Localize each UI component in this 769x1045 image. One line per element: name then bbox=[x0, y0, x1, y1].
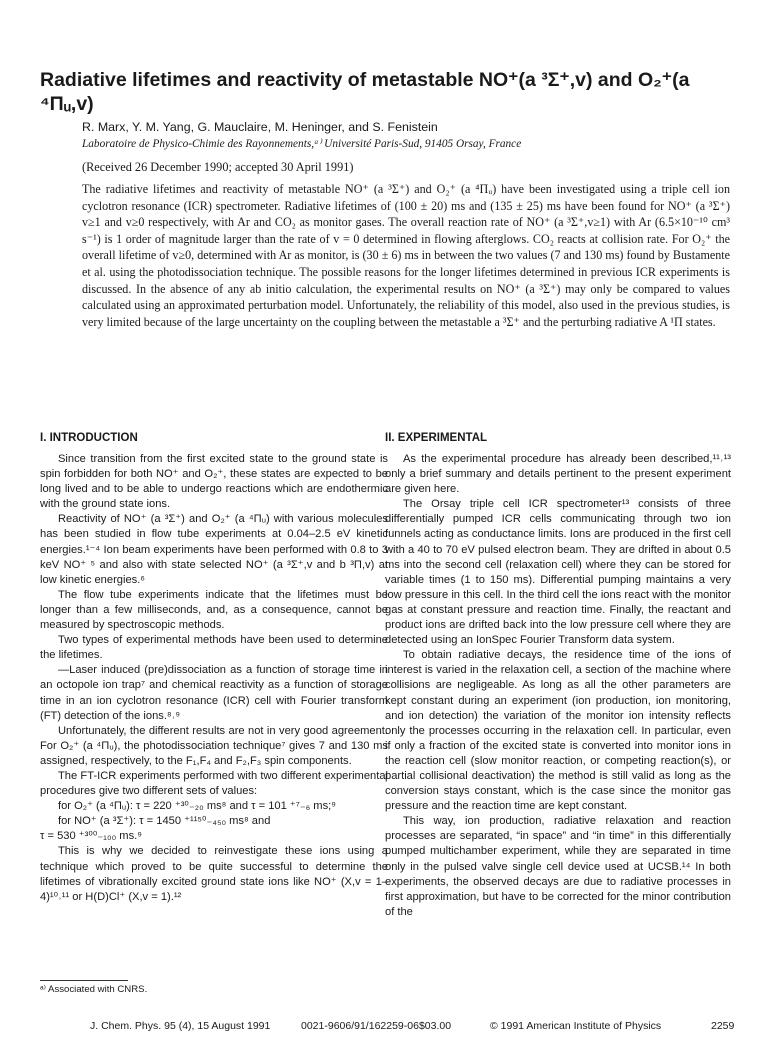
section-heading-experimental: II. EXPERIMENTAL bbox=[385, 432, 488, 444]
paragraph: The flow tube experiments indicate that the lifetimes must be longer than a few milliseconds, and, as a consequence, cannot be measured by spectroscopic methods. bbox=[40, 588, 388, 632]
equation-line: for NO⁺ (a ³Σ⁺): τ = 1450 ⁺¹¹⁵⁰₋₄₅₀ ms⁸ and bbox=[58, 815, 271, 828]
author-list: R. Marx, Y. M. Yang, G. Mauclaire, M. Heninger, and S. Fenistein bbox=[82, 120, 438, 134]
paragraph: Unfortunately, the different results are not in very good agreement. For O₂⁺ (a ⁴Πᵤ), the photodissociation technique⁷ gives 7 and 130 ms assigned, respectively, to the F₁,F₄ and F₂,F₃ spin components. bbox=[40, 724, 388, 767]
paragraph: Reactivity of NO⁺ (a ³Σ⁺) and O₂⁺ (a ⁴Πᵤ) with various molecules has been studied in flow tube experiments at 0.04–2.5 eV kinetic energies.¹⁻⁴ Ion beam experiments have been performed with 0.8 to 3 keV NO⁺ ⁵ and also with state selected NO⁺ (a ³Σ⁺,v and b ³Π,v) at low kinetic energies.⁶ bbox=[40, 513, 388, 586]
paragraph: This way, ion production, radiative relaxation and reaction processes are separated, “in space” and “in time” in this differentially pumped multichamber experiment, while they are separated in time only in the pulsed valve single cell device used at UCSB.¹⁴ In both experiments, the observed decays are due to radiative processes in first approximation, but have to be corrected for the minor contribution of the bbox=[385, 815, 731, 918]
copyright-notice: © 1991 American Institute of Physics bbox=[490, 1020, 662, 1032]
affiliation: Laboratoire de Physico-Chimie des Rayonnements,ᵃ⁾ Université Paris-Sud, 91405 Orsay, France bbox=[82, 138, 522, 150]
equation-line: for O₂⁺ (a ⁴Πᵤ): τ = 220 ⁺³⁰₋₂₀ ms⁸ and τ = 101 ⁺⁷₋₆ ms;⁹ bbox=[58, 800, 337, 813]
right-column bbox=[385, 432, 731, 920]
paragraph: As the experimental procedure has already been described,¹¹˒¹³ only a brief summary and details pertinent to the present experiment are given here. bbox=[385, 453, 731, 496]
article-code: 0021-9606/91/162259-06$03.00 bbox=[301, 1020, 452, 1032]
paragraph: Two types of experimental methods have been used to determine the lifetimes. bbox=[40, 634, 388, 662]
paragraph: To obtain radiative decays, the residence time of the ions of interest is varied in the relaxation cell, a section of the machine where collisions are negligeable. As long as all the other parameters are kept constant during an experiment (ion production, ion monitoring, and ion detection) the variation of the monitor ion intensity reflects only the processes occurring in the relaxation cell. In particular, even if only a fraction of the excited state is converted into monitor ions in the reaction cell (slow monitor reaction, or competing reaction(s), or partial collisional deactivation) the method is still valid as long as the conversion stays constant, which is the case since the monitor gas pressure and the reaction time are kept constant. bbox=[385, 649, 731, 813]
footnote: ᵃ⁾ Associated with CNRS. bbox=[40, 984, 148, 995]
paragraph: The FT-ICR experiments performed with two different experimental procedures give two different sets of values: bbox=[40, 769, 388, 798]
abstract: The radiative lifetimes and reactivity of metastable NO⁺ (a ³Σ⁺) and O₂⁺ (a ⁴Πᵤ) have been investigated using a triple cell ion cyclotron resonance (ICR) spectrometer. Radiative lifetimes of (100 ± 20) ms and (135 ± 25) ms have been found for NO⁺ (a ³Σ⁺) v≥1 and v≥0 respectively, with Ar and CO₂ as monitor gases. The overall reaction rate of NO⁺ (a ³Σ⁺,v≥1) with Ar (6.5×10⁻¹⁰ cm³ s⁻¹) is 1 order of magnitude larger than the rate of v = 0 determined in flowing afterglows. CO₂ reacts at collision rate. For O₂⁺ the overall lifetime of v≥0, determined with Ar as monitor, is (30 ± 6) ms in between the two values (7 and 130 ms) found by Bustamente et al. using the photodissociation technique. The possible reasons for the longer lifetimes determined in previous ICR experiments is discussed. In the absence of any ab initio calculation, the experimental results on NO⁺ (a ³Σ⁺) may only be compared to values calculated using an approximated perturbation model. Unfortunately, the reliability of this model, also used in the previous studies, is very limited because of the large uncertainty on the coupling between the metastable a ³Σ⁺ and the perturbing radiative A ¹Π states. bbox=[82, 182, 730, 329]
journal-citation: J. Chem. Phys. 95 (4), 15 August 1991 bbox=[90, 1020, 271, 1032]
section-heading-introduction: I. INTRODUCTION bbox=[40, 432, 138, 444]
paragraph: The Orsay triple cell ICR spectrometer¹³ consists of three differentially pumped ICR cells communicating through two ion funnels acting as conductance limits. Ions are produced in the first cell with a 40 to 70 eV pulsed electron beam. They are drifted in about 0.5 ms into the second cell (relaxation cell) where they can be stored for variable times (1 to 150 ms). Differential pumping maintains a very low pressure in this cell. In the third cell the ions react with the monitor gas at constant pressure and reaction time. Finally, the reactant and product ions are drifted back into the low pressure cell where they are detected using an IonSpec Fourier Transform data system. bbox=[385, 498, 731, 647]
paragraph: This is why we decided to reinvestigate these ions using a technique which proved to be quite successful to determine the lifetimes of vibrationally excited ground state ions like NO⁺ (X,v = 1–4)¹⁰˒¹¹ or H(D)Cl⁺ (X,v = 1).¹² bbox=[40, 845, 388, 903]
equation-line: τ = 530 ⁺³⁰⁰₋₁₀₀ ms.⁹ bbox=[40, 830, 143, 843]
footnote-divider bbox=[40, 980, 128, 981]
left-column bbox=[40, 432, 388, 905]
page-number: 2259 bbox=[711, 1020, 735, 1032]
article-title: Radiative lifetimes and reactivity of metastable NO⁺(a ³Σ⁺,v) and O₂⁺(a ⁴Πᵤ,v) bbox=[40, 69, 690, 115]
paragraph: Since transition from the first excited state to the ground state is spin forbidden for both NO⁺ and O₂⁺, these states are expected to be long lived and to be able to undergo reactions which are endothermic with the ground state ions. bbox=[40, 453, 388, 511]
paragraph: —Laser induced (pre)dissociation as a function of storage time in an octopole ion trap⁷ and chemical reactivity as a function of storage time in an ion cyclotron resonance (ICR) cell with Fourier transform (FT) detection of the ions.⁸˒⁹ bbox=[40, 664, 388, 722]
received-dates: (Received 26 December 1990; accepted 30 April 1991) bbox=[82, 160, 354, 174]
